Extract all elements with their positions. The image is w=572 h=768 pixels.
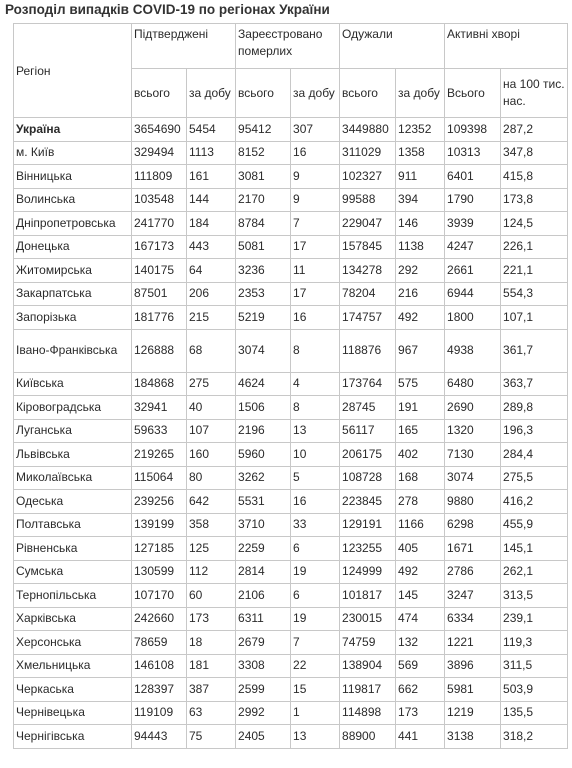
value-cell: 5960 [236,443,291,467]
value-cell: 5219 [236,306,291,330]
value-cell: 146108 [132,654,187,678]
value-cell: 173764 [340,372,396,396]
value-cell: 15 [291,678,340,702]
value-cell: 80 [187,466,236,490]
value-cell: 2786 [445,560,501,584]
table-row [14,141,568,165]
value-cell: 474 [396,607,445,631]
value-cell: 242660 [132,607,187,631]
value-cell: 441 [396,725,445,749]
value-cell: 1221 [445,631,501,655]
value-cell: 174757 [340,306,396,330]
value-cell: 416,2 [501,490,568,514]
header-active-per-100k: на 100 тис. нас. [501,69,568,118]
value-cell: 22 [291,654,340,678]
value-cell: 2259 [236,537,291,561]
value-cell: 6311 [236,607,291,631]
value-cell: 10 [291,443,340,467]
value-cell: 6944 [445,282,501,306]
value-cell: 16 [291,490,340,514]
value-cell: 123255 [340,537,396,561]
value-cell: 275,5 [501,466,568,490]
value-cell: 88900 [340,725,396,749]
header-confirmed: Підтверджені [132,24,236,69]
value-cell: 6298 [445,513,501,537]
value-cell: 6401 [445,165,501,189]
value-cell: 3939 [445,212,501,236]
table-row [14,165,568,189]
value-cell: 173,8 [501,188,568,212]
table-row [14,329,568,372]
value-cell: 145,1 [501,537,568,561]
header-deaths: Зареєстровано померлих [236,24,340,69]
value-cell: 642 [187,490,236,514]
value-cell: 127185 [132,537,187,561]
value-cell: 129191 [340,513,396,537]
region-cell: Київська [14,372,132,396]
header-confirmed-per-day: за добу [187,69,236,118]
value-cell: 492 [396,306,445,330]
page-title: Розподіл випадків COVID-19 по регіонах України [5,2,330,17]
value-cell: 7 [291,631,340,655]
value-cell: 230015 [340,607,396,631]
value-cell: 2353 [236,282,291,306]
value-cell: 2106 [236,584,291,608]
value-cell: 3308 [236,654,291,678]
region-cell: Чернігівська [14,725,132,749]
value-cell: 2170 [236,188,291,212]
value-cell: 492 [396,560,445,584]
value-cell: 226,1 [501,235,568,259]
value-cell: 63 [187,701,236,725]
region-cell: Тернопільська [14,584,132,608]
value-cell: 146 [396,212,445,236]
value-cell: 6 [291,584,340,608]
region-cell: Житомирська [14,259,132,283]
value-cell: 292 [396,259,445,283]
value-cell: 278 [396,490,445,514]
value-cell: 4247 [445,235,501,259]
table-row [14,466,568,490]
value-cell: 17 [291,235,340,259]
value-cell: 40 [187,396,236,420]
value-cell: 8 [291,329,340,372]
table-row [14,490,568,514]
value-cell: 103548 [132,188,187,212]
table-row [14,306,568,330]
table-row [14,725,568,749]
value-cell: 1320 [445,419,501,443]
value-cell: 140175 [132,259,187,283]
table-row [14,654,568,678]
value-cell: 19 [291,560,340,584]
region-cell: Україна [14,118,132,142]
value-cell: 9 [291,188,340,212]
value-cell: 394 [396,188,445,212]
value-cell: 311,5 [501,654,568,678]
value-cell: 28745 [340,396,396,420]
region-cell: Львівська [14,443,132,467]
value-cell: 68 [187,329,236,372]
value-cell: 102327 [340,165,396,189]
value-cell: 1506 [236,396,291,420]
value-cell: 181776 [132,306,187,330]
value-cell: 3236 [236,259,291,283]
header-deaths-per-day: за добу [291,69,340,118]
value-cell: 18 [187,631,236,655]
value-cell: 1113 [187,141,236,165]
value-cell: 361,7 [501,329,568,372]
value-cell: 2661 [445,259,501,283]
value-cell: 56117 [340,419,396,443]
table-row [14,537,568,561]
value-cell: 216 [396,282,445,306]
value-cell: 262,1 [501,560,568,584]
value-cell: 3710 [236,513,291,537]
region-cell: Запорізька [14,306,132,330]
header-deaths-total: всього [236,69,291,118]
table-row [14,607,568,631]
value-cell: 74759 [340,631,396,655]
value-cell: 1166 [396,513,445,537]
value-cell: 2405 [236,725,291,749]
value-cell: 967 [396,329,445,372]
value-cell: 1800 [445,306,501,330]
table-row [14,188,568,212]
region-cell: Сумська [14,560,132,584]
value-cell: 16 [291,306,340,330]
value-cell: 87501 [132,282,187,306]
region-cell: Полтавська [14,513,132,537]
value-cell: 402 [396,443,445,467]
header-recovered: Одужали [340,24,445,69]
value-cell: 33 [291,513,340,537]
value-cell: 1790 [445,188,501,212]
value-cell: 5454 [187,118,236,142]
total-row [14,118,568,142]
value-cell: 3081 [236,165,291,189]
value-cell: 4 [291,372,340,396]
value-cell: 107,1 [501,306,568,330]
value-cell: 112 [187,560,236,584]
value-cell: 2196 [236,419,291,443]
table-row [14,443,568,467]
value-cell: 184 [187,212,236,236]
value-cell: 358 [187,513,236,537]
value-cell: 347,8 [501,141,568,165]
value-cell: 219265 [132,443,187,467]
region-cell: Миколаївська [14,466,132,490]
value-cell: 7130 [445,443,501,467]
region-cell: Донецька [14,235,132,259]
value-cell: 60 [187,584,236,608]
value-cell: 111809 [132,165,187,189]
value-cell: 124,5 [501,212,568,236]
value-cell: 165 [396,419,445,443]
value-cell: 135,5 [501,701,568,725]
value-cell: 167173 [132,235,187,259]
value-cell: 3654690 [132,118,187,142]
value-cell: 157845 [340,235,396,259]
region-cell: Рівненська [14,537,132,561]
value-cell: 119817 [340,678,396,702]
value-cell: 329494 [132,141,187,165]
value-cell: 118876 [340,329,396,372]
value-cell: 173 [187,607,236,631]
value-cell: 94443 [132,725,187,749]
value-cell: 13 [291,419,340,443]
value-cell: 168 [396,466,445,490]
value-cell: 181 [187,654,236,678]
value-cell: 5 [291,466,340,490]
table-row [14,678,568,702]
table-row [14,513,568,537]
table-row [14,372,568,396]
value-cell: 17 [291,282,340,306]
value-cell: 196,3 [501,419,568,443]
value-cell: 95412 [236,118,291,142]
value-cell: 2599 [236,678,291,702]
value-cell: 1219 [445,701,501,725]
header-active: Активні хворі [445,24,568,69]
value-cell: 144 [187,188,236,212]
value-cell: 139199 [132,513,187,537]
value-cell: 191 [396,396,445,420]
header-recovered-total: всього [340,69,396,118]
value-cell: 78659 [132,631,187,655]
value-cell: 119109 [132,701,187,725]
value-cell: 313,5 [501,584,568,608]
region-cell: Херсонська [14,631,132,655]
header-active-total: Всього [445,69,501,118]
value-cell: 32941 [132,396,187,420]
value-cell: 124999 [340,560,396,584]
value-cell: 206175 [340,443,396,467]
value-cell: 6 [291,537,340,561]
value-cell: 132 [396,631,445,655]
region-cell: Хмельницька [14,654,132,678]
value-cell: 662 [396,678,445,702]
table-row [14,259,568,283]
value-cell: 78204 [340,282,396,306]
value-cell: 12352 [396,118,445,142]
value-cell: 5981 [445,678,501,702]
header-recovered-per-day: за добу [396,69,445,118]
table-row [14,419,568,443]
value-cell: 239256 [132,490,187,514]
value-cell: 7 [291,212,340,236]
value-cell: 5531 [236,490,291,514]
value-cell: 575 [396,372,445,396]
value-cell: 13 [291,725,340,749]
value-cell: 128397 [132,678,187,702]
value-cell: 443 [187,235,236,259]
value-cell: 64 [187,259,236,283]
value-cell: 75 [187,725,236,749]
value-cell: 10313 [445,141,501,165]
value-cell: 138904 [340,654,396,678]
value-cell: 108728 [340,466,396,490]
value-cell: 2679 [236,631,291,655]
value-cell: 161 [187,165,236,189]
table-row [14,560,568,584]
value-cell: 59633 [132,419,187,443]
value-cell: 99588 [340,188,396,212]
value-cell: 16 [291,141,340,165]
value-cell: 4938 [445,329,501,372]
value-cell: 6480 [445,372,501,396]
value-cell: 3247 [445,584,501,608]
value-cell: 206 [187,282,236,306]
header-row-groups [14,24,568,69]
value-cell: 3074 [445,466,501,490]
value-cell: 2814 [236,560,291,584]
table-body [14,24,568,749]
value-cell: 107170 [132,584,187,608]
value-cell: 223845 [340,490,396,514]
value-cell: 4624 [236,372,291,396]
value-cell: 284,4 [501,443,568,467]
value-cell: 125 [187,537,236,561]
value-cell: 3262 [236,466,291,490]
value-cell: 11 [291,259,340,283]
value-cell: 405 [396,537,445,561]
value-cell: 1138 [396,235,445,259]
table-row [14,584,568,608]
region-cell: Харківська [14,607,132,631]
table-row [14,631,568,655]
value-cell: 2992 [236,701,291,725]
value-cell: 126888 [132,329,187,372]
value-cell: 3449880 [340,118,396,142]
value-cell: 8 [291,396,340,420]
value-cell: 115064 [132,466,187,490]
value-cell: 109398 [445,118,501,142]
region-cell: Одеська [14,490,132,514]
value-cell: 3896 [445,654,501,678]
region-cell: Вінницька [14,165,132,189]
region-cell: Івано-Франківська [14,329,132,372]
table-row [14,212,568,236]
region-cell: Волинська [14,188,132,212]
value-cell: 289,8 [501,396,568,420]
value-cell: 9880 [445,490,501,514]
value-cell: 173 [396,701,445,725]
value-cell: 119,3 [501,631,568,655]
value-cell: 114898 [340,701,396,725]
value-cell: 19 [291,607,340,631]
value-cell: 101817 [340,584,396,608]
covid-regions-table [13,23,568,749]
region-cell: Кіровоградська [14,396,132,420]
value-cell: 130599 [132,560,187,584]
value-cell: 307 [291,118,340,142]
value-cell: 241770 [132,212,187,236]
value-cell: 503,9 [501,678,568,702]
region-cell: Луганська [14,419,132,443]
value-cell: 911 [396,165,445,189]
value-cell: 554,3 [501,282,568,306]
value-cell: 387 [187,678,236,702]
value-cell: 6334 [445,607,501,631]
value-cell: 1 [291,701,340,725]
value-cell: 415,8 [501,165,568,189]
value-cell: 1671 [445,537,501,561]
value-cell: 275 [187,372,236,396]
value-cell: 5081 [236,235,291,259]
value-cell: 9 [291,165,340,189]
value-cell: 3138 [445,725,501,749]
value-cell: 107 [187,419,236,443]
value-cell: 145 [396,584,445,608]
region-cell: Черкаська [14,678,132,702]
header-confirmed-total: всього [132,69,187,118]
value-cell: 184868 [132,372,187,396]
table-row [14,235,568,259]
value-cell: 311029 [340,141,396,165]
table-row [14,701,568,725]
value-cell: 2690 [445,396,501,420]
value-cell: 221,1 [501,259,568,283]
table-row [14,282,568,306]
value-cell: 239,1 [501,607,568,631]
value-cell: 363,7 [501,372,568,396]
value-cell: 3074 [236,329,291,372]
value-cell: 160 [187,443,236,467]
region-cell: Чернівецька [14,701,132,725]
value-cell: 569 [396,654,445,678]
value-cell: 215 [187,306,236,330]
value-cell: 318,2 [501,725,568,749]
value-cell: 8784 [236,212,291,236]
value-cell: 287,2 [501,118,568,142]
value-cell: 229047 [340,212,396,236]
value-cell: 134278 [340,259,396,283]
value-cell: 455,9 [501,513,568,537]
value-cell: 8152 [236,141,291,165]
region-cell: Дніпропетровська [14,212,132,236]
header-region: Регіон [14,24,132,118]
value-cell: 1358 [396,141,445,165]
region-cell: м. Київ [14,141,132,165]
region-cell: Закарпатська [14,282,132,306]
table-row [14,396,568,420]
